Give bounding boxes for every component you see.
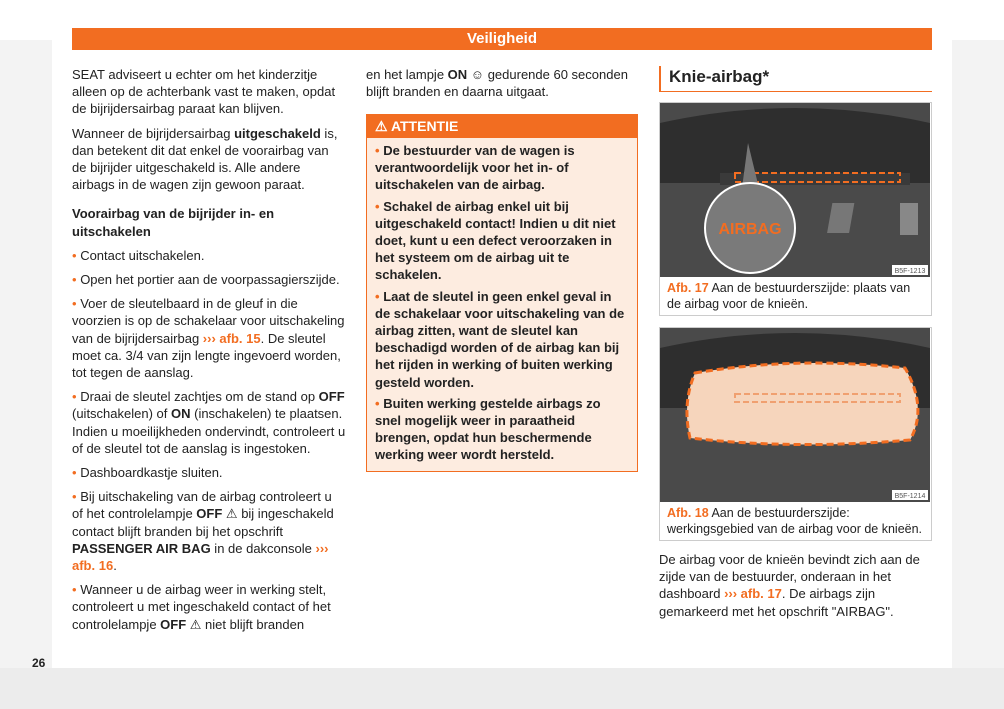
warning-item: • Laat de sleutel in geen enkel geval in de schakelaar voor uitschakeling van de airbag zitten, want de sleutel kan beschadigd worden of de airbag kan bij het rijden in werking of buiten werking gesteld worden. — [375, 288, 625, 390]
warning-box — [366, 114, 638, 472]
paragraph: SEAT adviseert u echter om het kinderzitje alleen op de achterbank vast te maken, opdat de bijrijdersairbag paraat kan blijven. — [72, 67, 336, 117]
airbag-off-icon: ⚠ — [189, 616, 202, 632]
figure-link[interactable]: ››› afb. 17 — [724, 586, 782, 602]
image-code: B5F-1214 — [894, 493, 926, 500]
list-item: • Wanneer u de airbag weer in werking stelt, controleert u met ingeschakeld contact of het controlelampje OFF ⚠ niet blijft branden — [72, 582, 331, 632]
list-item: • Voer de sleutelbaard in de gleuf in die voorzien is op de schakelaar voor uitschakeling van de bijrijdersairbag ››› afb. 15. De sleutel moet ca. 3/4 van zijn lengte ingevoerd worden, tot tegen de aanslag. — [72, 296, 345, 381]
warning-item: • De bestuurder van de wagen is verantwoordelijk voor het in- of uitschakelen van de airbag. — [375, 143, 575, 193]
page-margin — [952, 40, 1004, 668]
warning-header: ⚠ ATTENTIE — [367, 115, 637, 138]
section-header: Veiligheid — [72, 28, 932, 50]
column-2 — [366, 66, 640, 107]
figure-link[interactable]: ››› afb. 15 — [202, 330, 261, 346]
paragraph: Wanneer de bijrijdersairbag uitgeschakeld is, dan betekent dit dat enkel de voorairbag van de bijrijder uitgeschakeld is. Alle andere airbags in de wagen zijn gewoon paraat. — [72, 125, 338, 193]
list-item: • Contact uitschakelen. — [72, 247, 205, 263]
knee-airbag-location-image — [660, 103, 930, 277]
list-item: • Open het portier aan de voorpassagierszijde. — [72, 272, 340, 288]
list-item: • Draai de sleutel zachtjes om de stand op OFF (uitschakelen) of ON (inschakelen) te plaatsen. Indien u moeilijkheden ondervindt, controleert u of de sleutel tot de aanslag is ingestoken. — [72, 389, 346, 456]
subheading: Voorairbag van de bijrijder in- en uitschakelen — [72, 206, 275, 239]
column-3-text — [659, 551, 933, 627]
image-code: B5F-1213 — [894, 268, 926, 275]
list-item: • Dashboardkastje sluiten. — [72, 465, 223, 481]
figure-17 — [659, 102, 932, 316]
page-margin — [0, 40, 52, 668]
warning-item: • Schakel de airbag enkel uit bij uitgeschakeld contact! Indien u dit niet doet, kunt u een defect veroorzaken in het systeem om de airbag uit te schakelen. — [375, 198, 616, 283]
list-item: • Bij uitschakeling van de airbag controleert u of het controlelampje OFF ⚠ bij ingeschakeld contact blijft branden bij het opschrift PASSENGER AIR BAG in de dakconsole ››› afb. 16. — [72, 489, 334, 574]
warning-triangle-icon: ⚠ — [375, 118, 388, 134]
paragraph: en het lampje ON ☺ gedurende 60 seconden blijft branden en daarna uitgaat. — [366, 67, 628, 100]
footer-band — [0, 668, 1004, 709]
section-title: Knie-airbag* — [659, 66, 932, 92]
figure-link[interactable]: ››› afb. 16 — [72, 540, 329, 574]
airbag-off-icon: ⚠ — [225, 506, 238, 522]
airbag-callout: AIRBAG — [718, 221, 782, 238]
figure-caption: Afb. 18 Aan de bestuurderszijde: werkingsgebied van de airbag voor de knieën. — [660, 502, 931, 540]
column-1 — [72, 66, 346, 640]
warning-item: • Buiten werking gestelde airbags zo snel mogelijk weer in paraatheid brengen, opdat hun beschermende werking weer wordt hersteld. — [375, 395, 601, 463]
figure-caption: Afb. 17 Aan de bestuurderszijde: plaats van de airbag voor de knieën. — [660, 277, 931, 315]
figure-18 — [659, 327, 932, 541]
paragraph: De airbag voor de knieën bevindt zich aan de zijde van de bestuurder, onderaan in het dashboard ››› afb. 17. De airbags zijn gemarkeerd met het opschrift "AIRBAG". — [659, 552, 920, 619]
knee-airbag-deployment-image — [660, 328, 930, 502]
page-number: 26 — [32, 656, 46, 670]
airbag-on-icon: ☺ — [470, 67, 485, 82]
